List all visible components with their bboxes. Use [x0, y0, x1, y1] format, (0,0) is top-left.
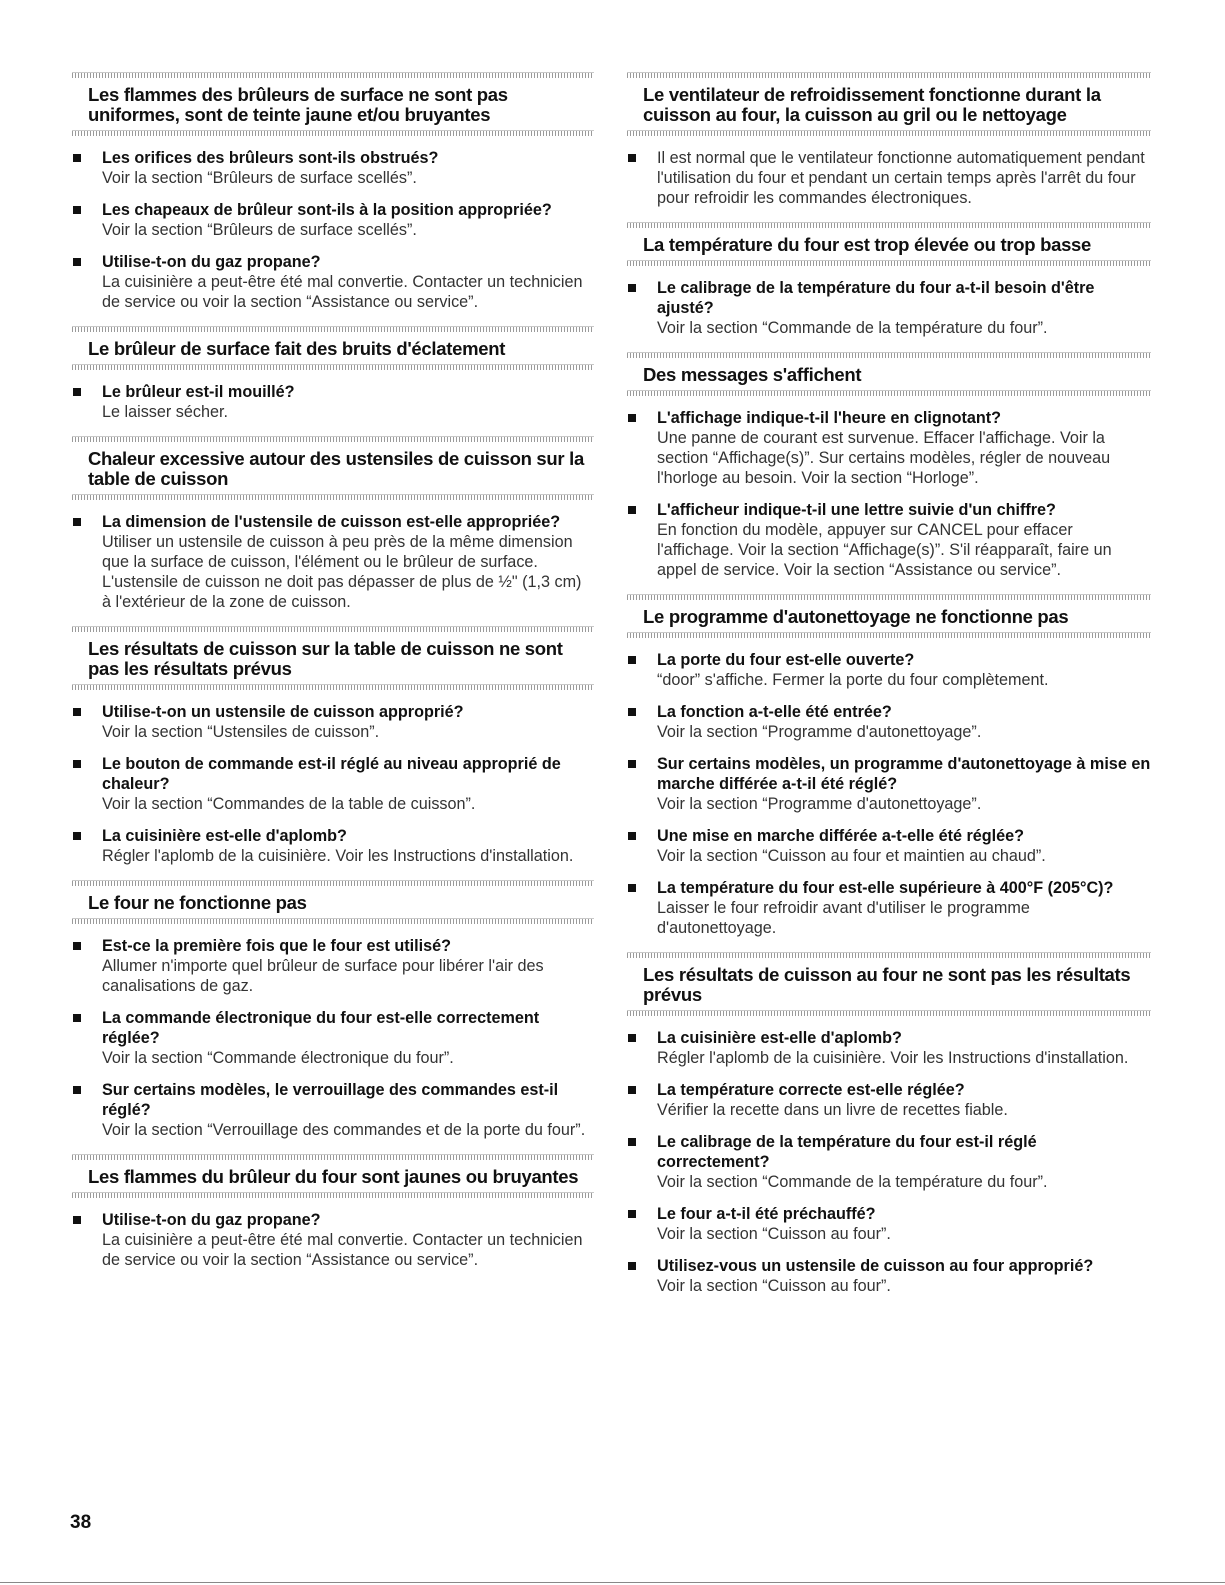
square-bullet-icon [628, 506, 636, 514]
item-list [72, 148, 594, 312]
troubleshooting-section [72, 880, 594, 1140]
list-item [72, 936, 594, 996]
square-bullet-icon [73, 154, 81, 162]
question-text: Sur certains modèles, un programme d'autonettoyage à mise en marche différée a-t-il été réglé? [657, 755, 1151, 793]
list-item [72, 826, 594, 866]
list-item [72, 1210, 594, 1270]
list-item [72, 200, 594, 240]
troubleshooting-section [72, 436, 594, 612]
item-list [627, 408, 1151, 580]
answer-text: Voir la section “Commande de la température du four”. [657, 1173, 1048, 1191]
section-divider-top [72, 326, 594, 332]
troubleshooting-section [627, 594, 1151, 938]
question-text: La cuisinière est-elle d'aplomb? [102, 827, 347, 845]
square-bullet-icon [628, 154, 636, 162]
list-item [72, 754, 594, 814]
list-item [72, 252, 594, 312]
answer-text: Laisser le four refroidir avant d'utiliser le programme d'autonettoyage. [657, 899, 1030, 937]
troubleshooting-section [72, 326, 594, 422]
answer-text: Vérifier la recette dans un livre de recettes fiable. [657, 1101, 1008, 1119]
question-text: La dimension de l'ustensile de cuisson est-elle appropriée? [102, 513, 561, 531]
list-item [627, 1080, 1151, 1120]
square-bullet-icon [73, 1014, 81, 1022]
square-bullet-icon [628, 708, 636, 716]
square-bullet-icon [628, 760, 636, 768]
answer-text: Utiliser un ustensile de cuisson à peu près de la même dimension que la surface de cuisson, l'élément ou le brûleur de surface. L'ustensile de cuisson ne doit pas dépasser de plus de ½" (1,3 cm) à l'extérieur de la zone de cuisson. [102, 533, 582, 611]
item-list [627, 148, 1151, 208]
troubleshooting-section [72, 626, 594, 866]
question-text: La fonction a-t-elle été entrée? [657, 703, 892, 721]
page-number: 38 [70, 1512, 92, 1533]
section-divider-top [72, 626, 594, 632]
item-list [72, 1210, 594, 1270]
answer-text: La cuisinière a peut-être été mal convertie. Contacter un technicien de service ou voir la section “Assistance ou service”. [102, 1231, 583, 1269]
question-text: La cuisinière est-elle d'aplomb? [657, 1029, 902, 1047]
answer-text: Régler l'aplomb de la cuisinière. Voir les Instructions d'installation. [657, 1049, 1129, 1067]
question-text: Le calibrage de la température du four est-il réglé correctement? [657, 1133, 1037, 1171]
answer-text: La cuisinière a peut-être été mal convertie. Contacter un technicien de service ou voir la section “Assistance ou service”. [102, 273, 583, 311]
square-bullet-icon [628, 1138, 636, 1146]
answer-text: Voir la section “Commande électronique du four”. [102, 1049, 454, 1067]
question-text: La température correcte est-elle réglée? [657, 1081, 965, 1099]
question-text: Les orifices des brûleurs sont-ils obstrués? [102, 149, 439, 167]
list-item [627, 278, 1151, 338]
answer-text: Voir la section “Cuisson au four et maintien au chaud”. [657, 847, 1046, 865]
square-bullet-icon [73, 388, 81, 396]
answer-text: Une panne de courant est survenue. Effacer l'affichage. Voir la section “Affichage(s)”. Sur certains modèles, régler de nouveau l'horloge au besoin. Voir la section “Horloge”. [657, 429, 1111, 487]
troubleshooting-section [627, 222, 1151, 338]
section-title: Les flammes des brûleurs de surface ne sont pas uniformes, sont de teinte jaune et/ou bruyantes [88, 84, 508, 125]
square-bullet-icon [628, 884, 636, 892]
troubleshooting-section [627, 72, 1151, 208]
question-text: Le calibrage de la température du four a-t-il besoin d'être ajusté? [657, 279, 1095, 317]
answer-text: Il est normal que le ventilateur fonctionne automatiquement pendant l'utilisation du four et pendant un certain temps après l'arrêt du four pour refroidir les commandes électroniques. [657, 149, 1145, 207]
question-text: La température du four est-elle supérieure à 400°F (205°C)? [657, 879, 1114, 897]
section-title: Les flammes du brûleur du four sont jaunes ou bruyantes [88, 1166, 579, 1187]
section-divider-top [627, 952, 1151, 958]
list-item [627, 878, 1151, 938]
square-bullet-icon [73, 760, 81, 768]
list-item [72, 702, 594, 742]
square-bullet-icon [73, 1086, 81, 1094]
square-bullet-icon [628, 1086, 636, 1094]
section-divider-bottom [72, 918, 594, 924]
item-list [627, 278, 1151, 338]
section-divider-top [627, 72, 1151, 78]
question-text: Est-ce la première fois que le four est utilisé? [102, 937, 452, 955]
item-list [72, 936, 594, 1140]
square-bullet-icon [73, 1216, 81, 1224]
answer-text: Voir la section “Brûleurs de surface scellés”. [102, 169, 417, 187]
troubleshooting-section [72, 1154, 594, 1270]
list-item [72, 1080, 594, 1140]
list-item [627, 1256, 1151, 1296]
list-item [72, 512, 594, 612]
answer-text: Le laisser sécher. [102, 403, 228, 421]
question-text: Sur certains modèles, le verrouillage des commandes est-il réglé? [102, 1081, 559, 1119]
section-title: Les résultats de cuisson au four ne sont pas les résultats prévus [643, 964, 1131, 1005]
square-bullet-icon [628, 414, 636, 422]
answer-text: Régler l'aplomb de la cuisinière. Voir les Instructions d'installation. [102, 847, 574, 865]
section-divider-top [627, 222, 1151, 228]
section-title: Chaleur excessive autour des ustensiles de cuisson sur la table de cuisson [88, 448, 584, 489]
section-title: Le ventilateur de refroidissement fonctionne durant la cuisson au four, la cuisson au gril ou le nettoyage [643, 84, 1101, 125]
section-divider-bottom [72, 684, 594, 690]
question-text: Utilise-t-on du gaz propane? [102, 253, 321, 271]
answer-text: “door” s'affiche. Fermer la porte du four complètement. [657, 671, 1049, 689]
square-bullet-icon [628, 832, 636, 840]
section-divider-bottom [72, 1192, 594, 1198]
question-text: Utilise-t-on du gaz propane? [102, 1211, 321, 1229]
section-divider-bottom [627, 1010, 1151, 1016]
square-bullet-icon [628, 656, 636, 664]
square-bullet-icon [73, 206, 81, 214]
list-item [627, 500, 1151, 580]
list-item [627, 826, 1151, 866]
answer-text: Allumer n'importe quel brûleur de surface pour libérer l'air des canalisations de gaz. [102, 957, 544, 995]
section-divider-bottom [627, 390, 1151, 396]
question-text: Utilisez-vous un ustensile de cuisson au four approprié? [657, 1257, 1094, 1275]
item-list [627, 650, 1151, 938]
answer-text: Voir la section “Commandes de la table de cuisson”. [102, 795, 476, 813]
list-item [627, 1132, 1151, 1192]
question-text: La porte du four est-elle ouverte? [657, 651, 915, 669]
square-bullet-icon [628, 1210, 636, 1218]
section-divider-top [627, 352, 1151, 358]
list-item [627, 702, 1151, 742]
answer-text: Voir la section “Programme d'autonettoyage”. [657, 795, 982, 813]
troubleshooting-section [72, 72, 594, 312]
question-text: La commande électronique du four est-elle correctement réglée? [102, 1009, 540, 1047]
section-divider-top [72, 880, 594, 886]
answer-text: Voir la section “Cuisson au four”. [657, 1277, 891, 1295]
section-title: Des messages s'affichent [643, 364, 862, 385]
list-item [627, 754, 1151, 814]
list-item [72, 382, 594, 422]
item-list [72, 382, 594, 422]
list-item [72, 148, 594, 188]
list-item [627, 408, 1151, 488]
list-item [627, 1204, 1151, 1244]
question-text: Le bouton de commande est-il réglé au niveau approprié de chaleur? [102, 755, 561, 793]
question-text: Les chapeaux de brûleur sont-ils à la position appropriée? [102, 201, 552, 219]
list-item [627, 650, 1151, 690]
square-bullet-icon [73, 258, 81, 266]
list-item [72, 1008, 594, 1068]
section-divider-top [72, 1154, 594, 1160]
item-list [72, 702, 594, 866]
question-text: Utilise-t-on un ustensile de cuisson approprié? [102, 703, 464, 721]
section-divider-bottom [627, 130, 1151, 136]
square-bullet-icon [73, 518, 81, 526]
question-text: Le brûleur est-il mouillé? [102, 383, 295, 401]
right-column [627, 72, 1151, 1310]
section-divider-top [627, 594, 1151, 600]
square-bullet-icon [628, 1262, 636, 1270]
answer-text: Voir la section “Commande de la température du four”. [657, 319, 1048, 337]
list-item [627, 148, 1151, 208]
question-text: Une mise en marche différée a-t-elle été réglée? [657, 827, 1025, 845]
troubleshooting-section [627, 952, 1151, 1296]
section-divider-bottom [72, 364, 594, 370]
left-column [72, 72, 594, 1284]
item-list [72, 512, 594, 612]
question-text: L'afficheur indique-t-il une lettre suivie d'un chiffre? [657, 501, 1056, 519]
section-divider-top [72, 72, 594, 78]
item-list [627, 1028, 1151, 1296]
bottom-divider [0, 1582, 1225, 1583]
section-title: La température du four est trop élevée ou trop basse [643, 234, 1092, 255]
troubleshooting-section [627, 352, 1151, 580]
section-divider-bottom [627, 260, 1151, 266]
square-bullet-icon [73, 832, 81, 840]
section-title: Le brûleur de surface fait des bruits d'éclatement [88, 338, 506, 359]
section-divider-bottom [627, 632, 1151, 638]
answer-text: En fonction du modèle, appuyer sur CANCEL pour effacer l'affichage. Voir la section “Affichage(s)”. S'il réapparaît, faire un appel de service. Voir la section “Assistance ou service”. [657, 521, 1112, 579]
square-bullet-icon [628, 1034, 636, 1042]
question-text: Le four a-t-il été préchauffé? [657, 1205, 876, 1223]
section-title: Les résultats de cuisson sur la table de cuisson ne sont pas les résultats prévus [88, 638, 563, 679]
section-divider-bottom [72, 130, 594, 136]
answer-text: Voir la section “Verrouillage des commandes et de la porte du four”. [102, 1121, 586, 1139]
answer-text: Voir la section “Brûleurs de surface scellés”. [102, 221, 417, 239]
list-item [627, 1028, 1151, 1068]
square-bullet-icon [73, 942, 81, 950]
answer-text: Voir la section “Cuisson au four”. [657, 1225, 891, 1243]
section-title: Le four ne fonctionne pas [88, 892, 307, 913]
square-bullet-icon [73, 708, 81, 716]
answer-text: Voir la section “Programme d'autonettoyage”. [657, 723, 982, 741]
section-divider-bottom [72, 494, 594, 500]
square-bullet-icon [628, 284, 636, 292]
answer-text: Voir la section “Ustensiles de cuisson”. [102, 723, 380, 741]
section-divider-top [72, 436, 594, 442]
question-text: L'affichage indique-t-il l'heure en clignotant? [657, 409, 1002, 427]
section-title: Le programme d'autonettoyage ne fonctionne pas [643, 606, 1069, 627]
